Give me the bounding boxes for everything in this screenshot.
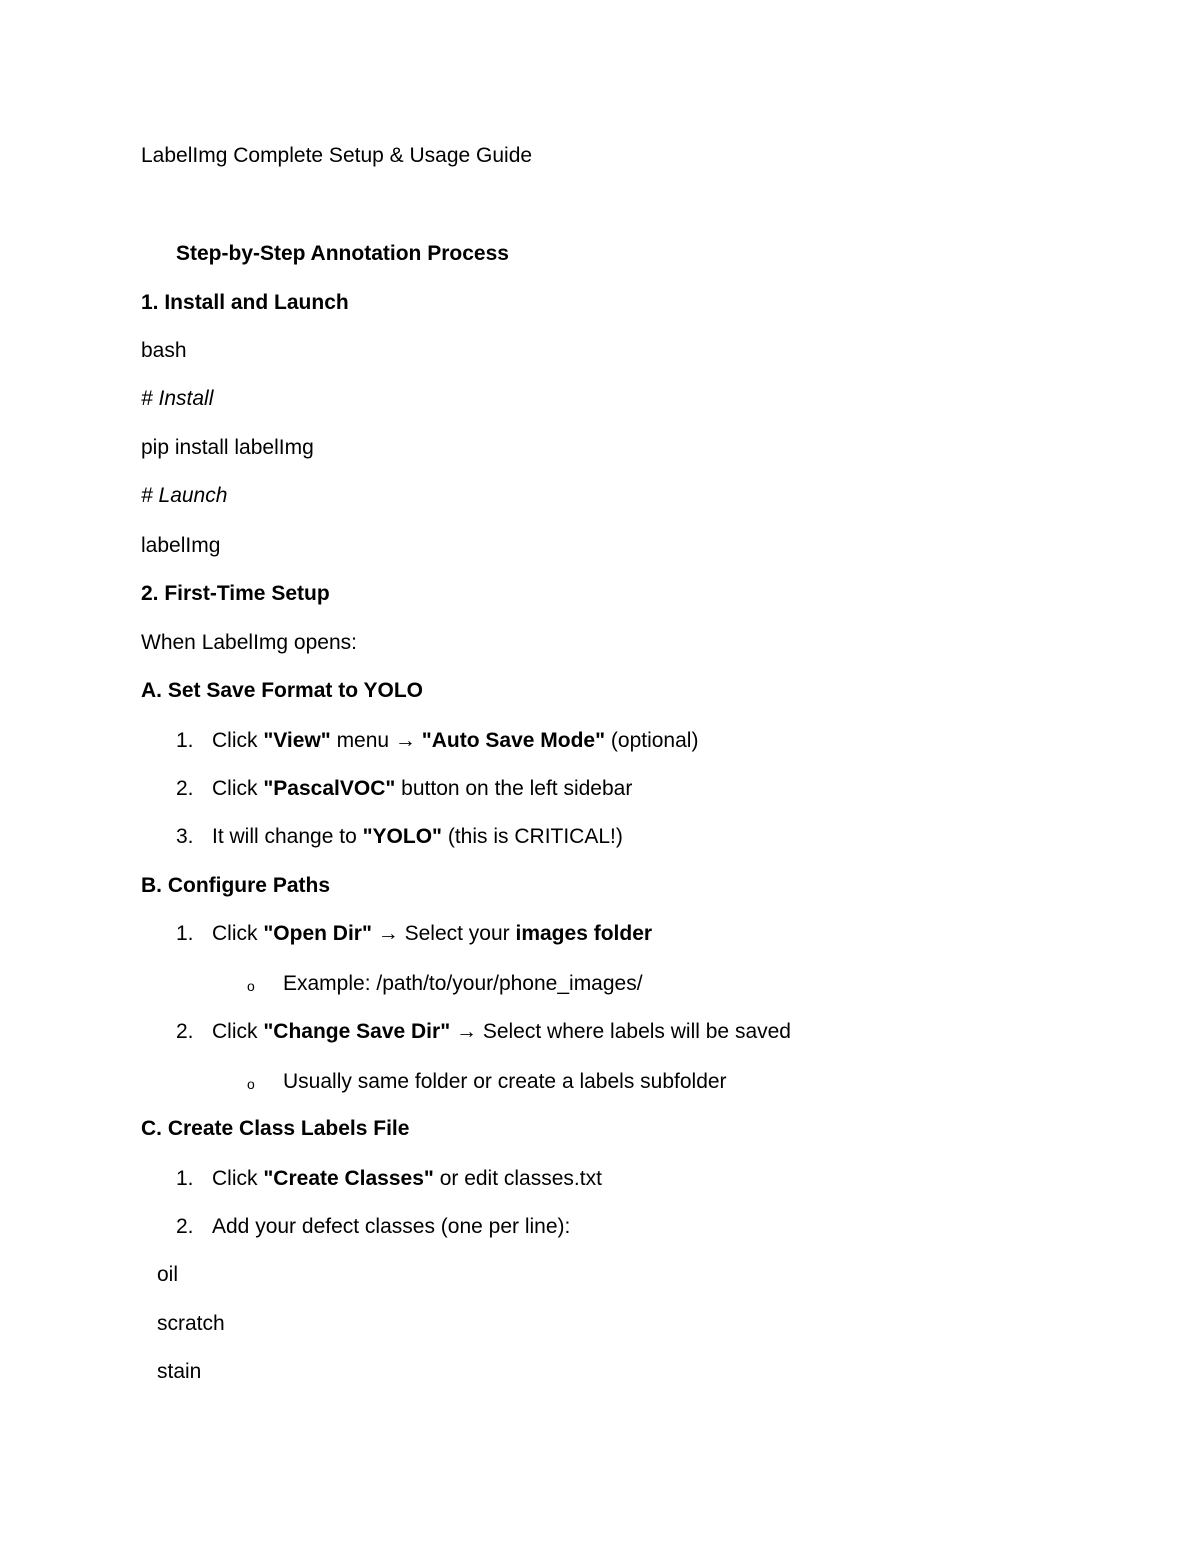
sub-bullet-icon: o: [247, 1076, 255, 1092]
list-item: Click "Open Dir" → Select your images folder: [212, 922, 653, 945]
list-number: 1.: [176, 729, 194, 752]
subsection-a-heading: A. Set Save Format to YOLO: [141, 679, 424, 702]
class-name-scratch: scratch: [157, 1312, 225, 1335]
section-1-heading: 1. Install and Launch: [141, 291, 349, 314]
sub-list-item: Example: /path/to/your/phone_images/: [283, 972, 643, 995]
list-number: 3.: [176, 825, 194, 848]
list-number: 2.: [176, 777, 194, 800]
subsection-b-heading: B. Configure Paths: [141, 874, 331, 897]
list-number: 2.: [176, 1215, 194, 1238]
list-item: Click "Change Save Dir" → Select where labels will be saved: [212, 1020, 791, 1043]
code-line-bash: bash: [141, 339, 187, 362]
sub-bullet-icon: o: [247, 978, 255, 994]
list-item: Add your defect classes (one per line):: [212, 1215, 571, 1238]
code-line-labelimg: labelImg: [141, 534, 221, 557]
list-number: 1.: [176, 922, 194, 945]
code-comment-launch: # Launch: [141, 484, 228, 507]
list-item: Click "View" menu → "Auto Save Mode" (optional): [212, 729, 699, 752]
list-item: It will change to "YOLO" (this is CRITICAL!): [212, 825, 623, 848]
list-number: 2.: [176, 1020, 194, 1043]
class-name-stain: stain: [157, 1360, 202, 1383]
list-item: Click "PascalVOC" button on the left sidebar: [212, 777, 633, 800]
subsection-c-heading: C. Create Class Labels File: [141, 1117, 410, 1140]
code-line-pip-install: pip install labelImg: [141, 436, 314, 459]
code-comment-install: # Install: [141, 387, 214, 410]
section-subtitle: Step-by-Step Annotation Process: [176, 242, 509, 265]
list-number: 1.: [176, 1167, 194, 1190]
section-2-heading: 2. First-Time Setup: [141, 582, 330, 605]
section-2-intro: When LabelImg opens:: [141, 631, 357, 654]
list-item: Click "Create Classes" or edit classes.txt: [212, 1167, 602, 1190]
document-title: LabelImg Complete Setup & Usage Guide: [141, 144, 533, 167]
sub-list-item: Usually same folder or create a labels subfolder: [283, 1070, 727, 1093]
class-name-oil: oil: [157, 1263, 179, 1286]
